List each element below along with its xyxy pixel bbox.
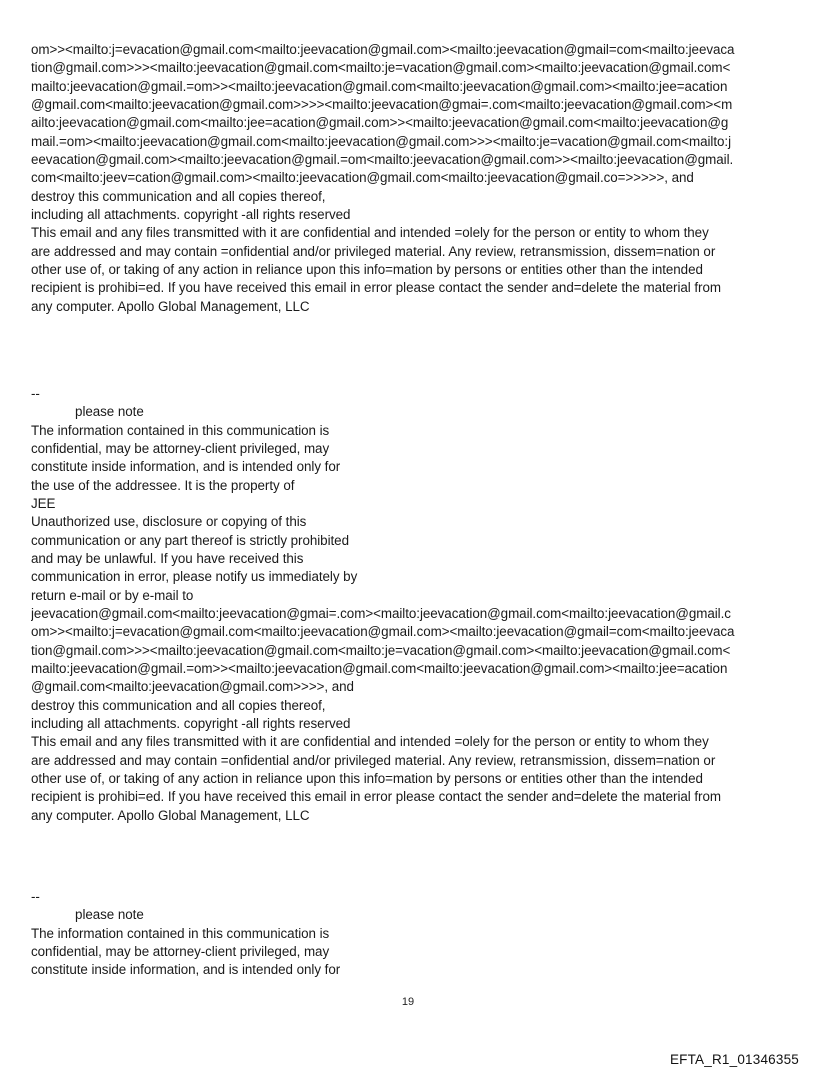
text-line: including all attachments. copyright -all rights reserved <box>31 206 351 222</box>
text-line: constitute inside information, and is intended only for <box>31 962 341 978</box>
text-line: com<mailto:jeev=cation@gmail.com><mailto:jeevacation@gmail.com<mailto:jeevacation@gmail.co=>>>>>, and <box>31 170 694 186</box>
text-line: recipient is prohibi=ed. If you have received this email in error please contact the sender and=delete the material from <box>31 280 721 296</box>
text-line: constitute inside information, and is intended only for <box>31 459 341 475</box>
text-line: om>><mailto:j=evacation@gmail.com<mailto:jeevacation@gmail.com><mailto:jeevacation@gmail=com<mailto:jeevaca <box>31 624 735 640</box>
text-line: @gmail.com<mailto:jeevacation@gmail.com>>>><mailto:jeevacation@gmai=.com<mailto:jeevacation@gmail.com><m <box>31 96 733 112</box>
text-line: om>><mailto:j=evacation@gmail.com<mailto:jeevacation@gmail.com><mailto:jeevacation@gmail=com<mailto:jeevaca <box>31 42 735 57</box>
bates-number: EFTA_R1_01346355 <box>669 1052 799 1067</box>
text-line: recipient is prohibi=ed. If you have received this email in error please contact the sender and=delete the material from <box>31 789 721 805</box>
email-signature-disclaimer-block-2 <box>31 385 803 825</box>
text-line: please note <box>31 907 144 923</box>
text-line: mail.=om><mailto:jeevacation@gmail.com<mailto:jeevacation@gmail.com>>><mailto:je=vacation@gmail.com<mailto:j <box>31 133 732 149</box>
text-line: mailto:jeevacation@gmail.=om>><mailto:jeevacation@gmail.com<mailto:jeevacation@gmail.com><mailto:jee=acation <box>31 78 728 94</box>
text-line: other use of, or taking of any action in reliance upon this info=mation by persons or entities other than the intended <box>31 261 703 277</box>
text-line: eevacation@gmail.com><mailto:jeevacation@gmail.=om<mailto:jeevacation@gmail.com>><mailto:jeevacation@gmail. <box>31 151 734 167</box>
text-line: and may be unlawful. If you have received this <box>31 550 304 566</box>
text-line: This email and any files transmitted with it are confidential and intended =olely for the person or entity to whom they <box>31 225 709 241</box>
email-disclaimer-block-1 <box>31 41 803 316</box>
text-line: -- <box>31 386 40 401</box>
text-line: the use of the addressee. It is the property of <box>31 477 295 493</box>
text-line: are addressed and may contain =onfidential and/or privileged material. Any review, retransmission, dissem=nation or <box>31 243 716 259</box>
text-line: any computer. Apollo Global Management, LLC <box>31 807 310 823</box>
text-line: other use of, or taking of any action in reliance upon this info=mation by persons or entities other than the intended <box>31 770 703 786</box>
text-line: confidential, may be attorney-client privileged, may <box>31 943 330 959</box>
text-line: The information contained in this communication is <box>31 422 330 438</box>
text-line: communication in error, please notify us immediately by <box>31 569 358 585</box>
text-line: destroy this communication and all copies thereof, <box>31 188 326 204</box>
text-line: mailto:jeevacation@gmail.=om>><mailto:jeevacation@gmail.com<mailto:jeevacation@gmail.com><mailto:jee=acation <box>31 660 728 676</box>
email-signature-disclaimer-block-3 <box>31 888 803 980</box>
text-line: please note <box>31 404 144 420</box>
text-line: -- <box>31 889 40 904</box>
text-line: confidential, may be attorney-client privileged, may <box>31 440 330 456</box>
text-line: destroy this communication and all copies thereof, <box>31 697 326 713</box>
text-line: any computer. Apollo Global Management, LLC <box>31 298 310 314</box>
text-line: ailto:jeevacation@gmail.com<mailto:jee=acation@gmail.com>><mailto:jeevacation@gmail.com<mailto:jeevacation@g <box>31 115 729 131</box>
text-line: tion@gmail.com>>><mailto:jeevacation@gmail.com<mailto:je=vacation@gmail.com><mailto:jeevacation@gmail.com< <box>31 642 731 658</box>
text-line: tion@gmail.com>>><mailto:jeevacation@gmail.com<mailto:je=vacation@gmail.com><mailto:jeevacation@gmail.com< <box>31 60 731 76</box>
text-line: Unauthorized use, disclosure or copying of this <box>31 514 307 530</box>
text-line: communication or any part thereof is strictly prohibited <box>31 532 349 548</box>
page-number: 19 <box>401 996 415 1008</box>
text-line: including all attachments. copyright -all rights reserved <box>31 715 351 731</box>
text-line: JEE <box>31 495 56 511</box>
text-line: The information contained in this communication is <box>31 925 330 941</box>
text-line: jeevacation@gmail.com<mailto:jeevacation@gmai=.com><mailto:jeevacation@gmail.com<mailto:jeevacation@gmail.c <box>31 605 731 621</box>
text-line: @gmail.com<mailto:jeevacation@gmail.com>>>>, and <box>31 679 354 695</box>
text-line: return e-mail or by e-mail to <box>31 587 194 603</box>
text-line: are addressed and may contain =onfidential and/or privileged material. Any review, retransmission, dissem=nation or <box>31 752 716 768</box>
text-line: This email and any files transmitted with it are confidential and intended =olely for the person or entity to whom they <box>31 734 709 750</box>
